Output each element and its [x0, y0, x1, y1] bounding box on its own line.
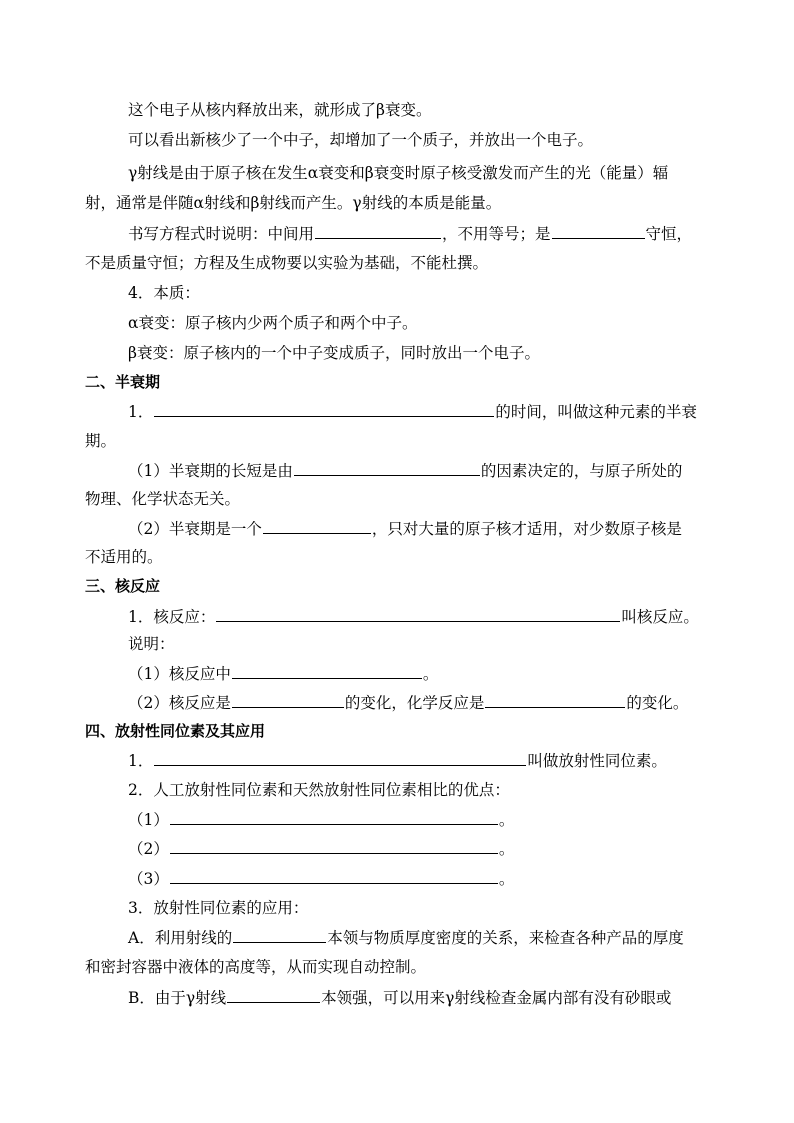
text: 3．放射性同位素的应用：: [128, 899, 309, 917]
nuclear-reaction-sub1: [128, 663, 438, 684]
text: ，只对大量的原子核才适用，对少数原子核是: [371, 520, 682, 538]
fill-blank[interactable]: [227, 987, 320, 1003]
text: B．由于γ射线: [128, 989, 227, 1007]
text: 的因素决定的，与原子所处的: [480, 462, 683, 480]
text: （2）半衰期是一个: [128, 520, 262, 538]
isotope-advantage-2: [128, 838, 514, 859]
text: 本领与物质厚度密度的关系，来检查各种产品的厚度: [327, 929, 684, 947]
fill-blank[interactable]: [232, 663, 422, 679]
text: ，不用等号；是: [442, 225, 551, 243]
text: 4．本质：: [128, 284, 200, 302]
text: 。: [498, 870, 515, 888]
text: 书写方程式时说明：中间用: [128, 225, 315, 243]
text: 不是质量守恒；方程及生成物要以实验为基础，不能杜撰。: [85, 254, 489, 272]
text: 。: [498, 840, 515, 858]
fill-blank[interactable]: [170, 868, 498, 884]
half-life-sub1-line1: [128, 460, 682, 481]
text: （3）: [128, 870, 169, 888]
paragraph-equation-note-line1: [128, 223, 692, 244]
paragraph-gamma-ray-line2: [85, 193, 501, 213]
text: 。: [422, 665, 439, 683]
isotope-application-a-line1: [128, 927, 684, 948]
text: 。: [498, 811, 515, 829]
text: 三、核反应: [85, 577, 161, 595]
fill-blank[interactable]: [154, 401, 494, 417]
text: A．利用射线的: [128, 929, 233, 947]
text: 物理、化学状态无关。: [85, 490, 241, 508]
text: 四、放射性同位素及其应用: [85, 722, 266, 740]
paragraph-new-nucleus: [128, 130, 593, 150]
paragraph-beta-essence: [128, 343, 540, 363]
text: 期。: [85, 432, 117, 450]
section-heading-radioactive-isotopes: [85, 721, 265, 741]
text: （2）核反应是: [128, 694, 231, 712]
half-life-item1-line2: [85, 431, 116, 451]
text: 的时间，叫做这种元素的半衰: [495, 403, 697, 421]
text: 1．: [128, 403, 154, 421]
text: （2）: [128, 840, 169, 858]
paragraph-essence-title: [128, 283, 200, 303]
isotope-item2: [128, 780, 510, 800]
text: 射，通常是伴随α射线和β射线而产生。γ射线的本质是能量。: [85, 194, 502, 212]
text: 守恒，: [645, 225, 693, 243]
section-heading-nuclear-reaction: [85, 576, 160, 596]
fill-blank[interactable]: [263, 518, 371, 534]
isotope-item3: [128, 898, 308, 918]
isotope-application-a-line2: [85, 957, 426, 977]
text: 可以看出新核少了一个中子，却增加了一个质子，并放出一个电子。: [128, 131, 594, 149]
fill-blank[interactable]: [232, 692, 344, 708]
paragraph-beta-decay: [128, 100, 431, 120]
text: 这个电子从核内释放出来，就形成了β衰变。: [128, 101, 432, 119]
fill-blank[interactable]: [233, 927, 326, 943]
isotope-advantage-3: [128, 868, 514, 889]
text: （1）半衰期的长短是由: [128, 462, 293, 480]
text: 2．人工放射性同位素和天然放射性同位素相比的优点：: [128, 781, 510, 799]
text: 1．核反应：: [128, 608, 216, 626]
fill-blank[interactable]: [552, 223, 645, 239]
isotope-advantage-1: [128, 809, 514, 830]
fill-blank[interactable]: [216, 606, 620, 622]
text: 的变化。: [626, 694, 689, 712]
half-life-sub2-line2: [85, 547, 163, 567]
text: （1）: [128, 811, 169, 829]
paragraph-equation-note-line2: [85, 253, 488, 273]
isotope-application-b-line1: [128, 987, 671, 1008]
text: 和密封容器中液体的高度等，从而实现自动控制。: [85, 958, 427, 976]
half-life-sub1-line2: [85, 489, 240, 509]
text: 不适用的。: [85, 548, 163, 566]
paragraph-gamma-ray-line1: [128, 163, 668, 183]
text: 说明：: [128, 635, 175, 653]
text: 本领强，可以用来γ射线检查金属内部有没有砂眼或: [321, 989, 672, 1007]
fill-blank[interactable]: [315, 223, 441, 239]
text: β衰变：原子核内的一个中子变成质子，同时放出一个电子。: [128, 344, 540, 362]
fill-blank[interactable]: [170, 838, 498, 854]
text: 叫核反应。: [621, 608, 699, 626]
fill-blank[interactable]: [294, 460, 480, 476]
text: 1．: [128, 752, 154, 770]
half-life-item1-line1: [128, 401, 697, 422]
fill-blank[interactable]: [170, 809, 498, 825]
paragraph-alpha-essence: [128, 313, 417, 333]
section-heading-half-life: [85, 372, 160, 392]
text: 叫做放射性同位素。: [527, 752, 667, 770]
nuclear-reaction-item1: [128, 606, 699, 627]
half-life-sub2-line1: [128, 518, 682, 539]
text: 的变化，化学反应是: [344, 694, 485, 712]
text: γ射线是由于原子核在发生α衰变和β衰变时原子核受激发而产生的光（能量）辐: [128, 164, 669, 182]
text: α衰变：原子核内少两个质子和两个中子。: [128, 314, 418, 332]
text: 二、半衰期: [85, 373, 161, 391]
fill-blank[interactable]: [154, 750, 526, 766]
fill-blank[interactable]: [485, 692, 625, 708]
nuclear-reaction-sub2: [128, 692, 688, 713]
isotope-item1: [128, 750, 667, 771]
text: （1）核反应中: [128, 665, 231, 683]
nuclear-reaction-note: [128, 634, 175, 654]
